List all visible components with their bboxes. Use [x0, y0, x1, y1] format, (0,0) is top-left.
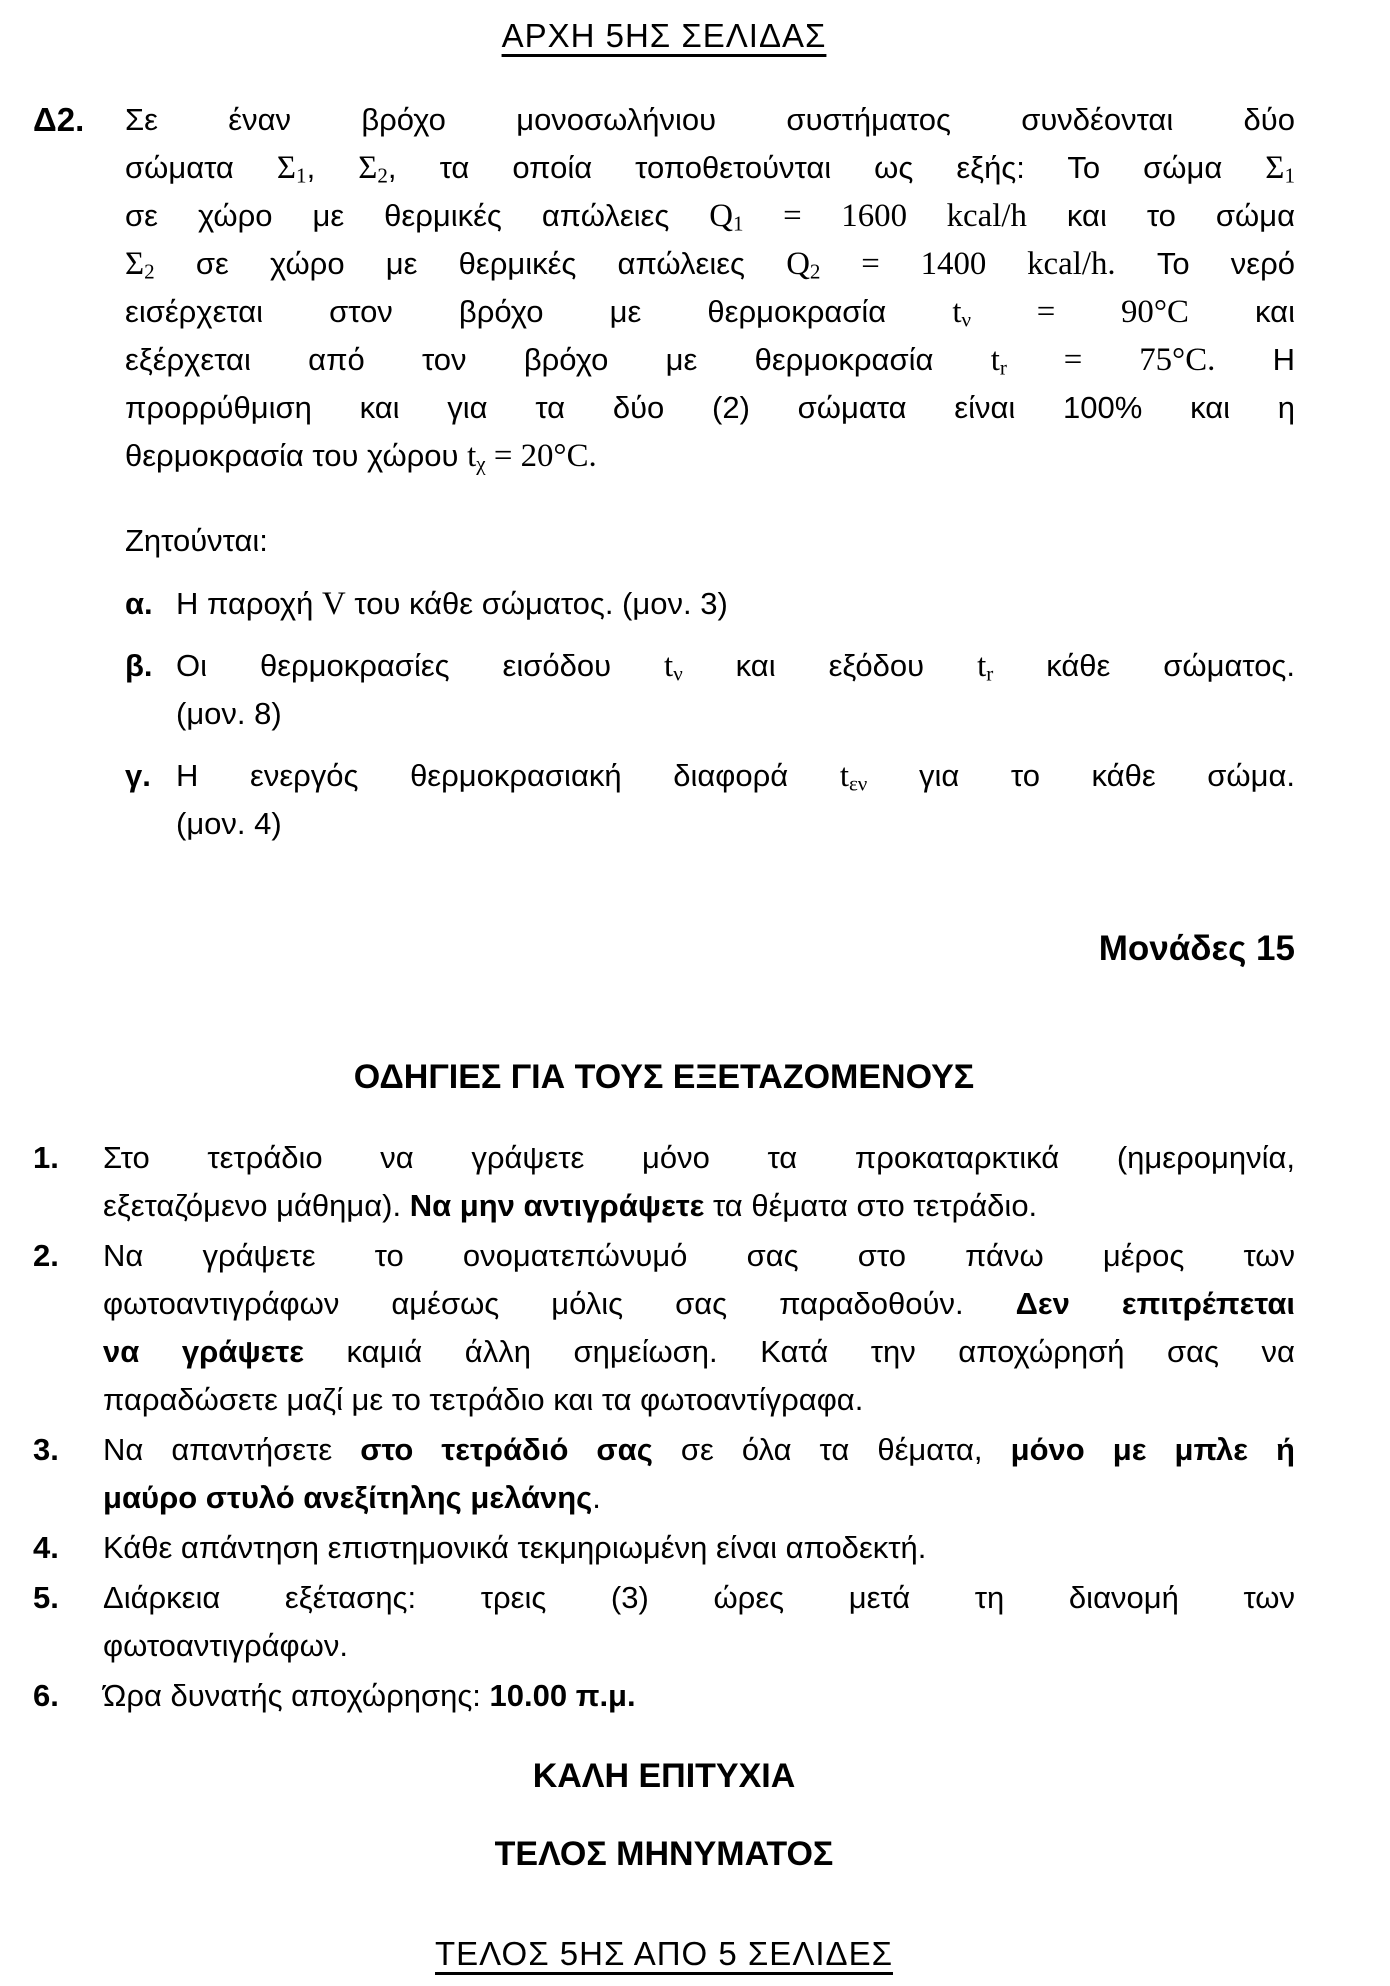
problem-section: [33, 96, 1295, 973]
instructions-list: [33, 1134, 1295, 1720]
points-label: Μονάδες 15: [1098, 929, 1295, 968]
item-beta-label: β.: [125, 648, 153, 683]
problem-body: Σε έναν βρόχο μονοσωλήνιου συστήματος συνδέονται δύο σώματα $\Sigma_1$, $\Sigma_2$, τα οποία τοποθετούνται ως εξής: Το σώμα $\Sigma_1$ σε χώρο με θερμικές απώλειες $Q_1 = 1600$ kcal/h και το σώμα $\Sigma_2$ σε χώρο με θερμικές απώλειες $Q_2 = 1400$ kcal/h. Το νερό εισέρχεται στον βρόχο με θερμοκρασία $t_\nu = 90^\circ C$ και εξέρχεται από τον βρόχο με θερμοκρασία $t_r = 75^\circ C$. Η προρρύθμιση και για τα δύο (2) σώματα είναι 100% και η θερμοκρασία του χώρου $t_\chi = 20^\circ C$.: [125, 102, 1296, 476]
item-gamma-text: Η ενεργός θερμοκρασιακή διαφορά $t_{\varepsilon\nu}$ για το κάθε σώμα. (μον. 4): [176, 758, 1295, 841]
instruction-3-number: 3.: [33, 1432, 59, 1467]
footer-end-of-message: ΤΕΛΟΣ ΜΗΝΥΜΑΤΟΣ: [494, 1835, 834, 1873]
instruction-3-text: Να απαντήσετε στο τετράδιό σας σε όλα τα θέματα, μόνο με μπλε ή μαύρο στυλό ανεξίτηλης μελάνης.: [103, 1432, 1295, 1515]
problem-item-beta: [125, 642, 1295, 738]
instruction-5-text: Διάρκεια εξέτασης: τρεις (3) ώρες μετά τη διανομή των φωτοαντιγράφων.: [103, 1580, 1295, 1663]
item-alpha-label: α.: [125, 586, 153, 621]
problem-label: Δ2.: [33, 101, 85, 138]
problem-content: [125, 96, 1295, 973]
instruction-item-3: [33, 1426, 1295, 1522]
instruction-5-number: 5.: [33, 1580, 59, 1615]
instruction-item-5: [33, 1574, 1295, 1670]
problem-item-gamma: [125, 752, 1295, 848]
problem-prompt: Ζητούνται:: [125, 523, 268, 558]
problem-item-alpha: [125, 580, 1295, 628]
instruction-4-text: Κάθε απάντηση επιστημονικά τεκμηριωμένη είναι αποδεκτή.: [103, 1530, 927, 1565]
page-header-title: ΑΡΧΗ 5ΗΣ ΣΕΛΙΔΑΣ: [501, 17, 827, 54]
instruction-1-text: Στο τετράδιο να γράψετε μόνο τα προκαταρκτικά (ημερομηνία, εξεταζόμενο μάθημα). Να μην αντιγράψετε τα θέματα στο τετράδιο.: [103, 1140, 1295, 1223]
instruction-item-2: [33, 1232, 1295, 1424]
instructions-title: ΟΔΗΓΙΕΣ ΓΙΑ ΤΟΥΣ ΕΞΕΤΑΖΟΜΕΝΟΥΣ: [353, 1058, 975, 1096]
instruction-item-1: [33, 1134, 1295, 1230]
instruction-2-text: Να γράψετε το ονοματεπώνυμό σας στο πάνω μέρος των φωτοαντιγράφων αμέσως μόλις σας παραδοθούν. Δεν επιτρέπεται να γράψετε καμιά άλλη σημείωση. Κατά την αποχώρησή σας να παραδώσετε μαζί με το τετράδιο και τα φωτοαντίγραφα.: [103, 1238, 1296, 1417]
item-alpha-text: Η παροχή V του κάθε σώματος. (μον. 3): [176, 586, 728, 622]
instruction-1-number: 1.: [33, 1140, 59, 1175]
instruction-6-text: Ώρα δυνατής αποχώρησης: 10.00 π.μ.: [103, 1678, 636, 1713]
footer-good-luck: ΚΑΛΗ ΕΠΙΤΥΧΙΑ: [532, 1757, 796, 1795]
instruction-item-4: [33, 1524, 1295, 1572]
instruction-2-number: 2.: [33, 1238, 59, 1273]
footer-end-of-page: ΤΕΛΟΣ 5ΗΣ ΑΠΟ 5 ΣΕΛΙΔΕΣ: [435, 1935, 893, 1972]
instruction-item-6: [33, 1672, 1295, 1720]
instruction-6-number: 6.: [33, 1678, 59, 1713]
item-beta-text: Οι θερμοκρασίες εισόδου $t_\nu$ και εξόδου $t_r$ κάθε σώματος. (μον. 8): [176, 648, 1295, 731]
item-gamma-label: γ.: [125, 758, 151, 793]
instruction-4-number: 4.: [33, 1530, 59, 1565]
